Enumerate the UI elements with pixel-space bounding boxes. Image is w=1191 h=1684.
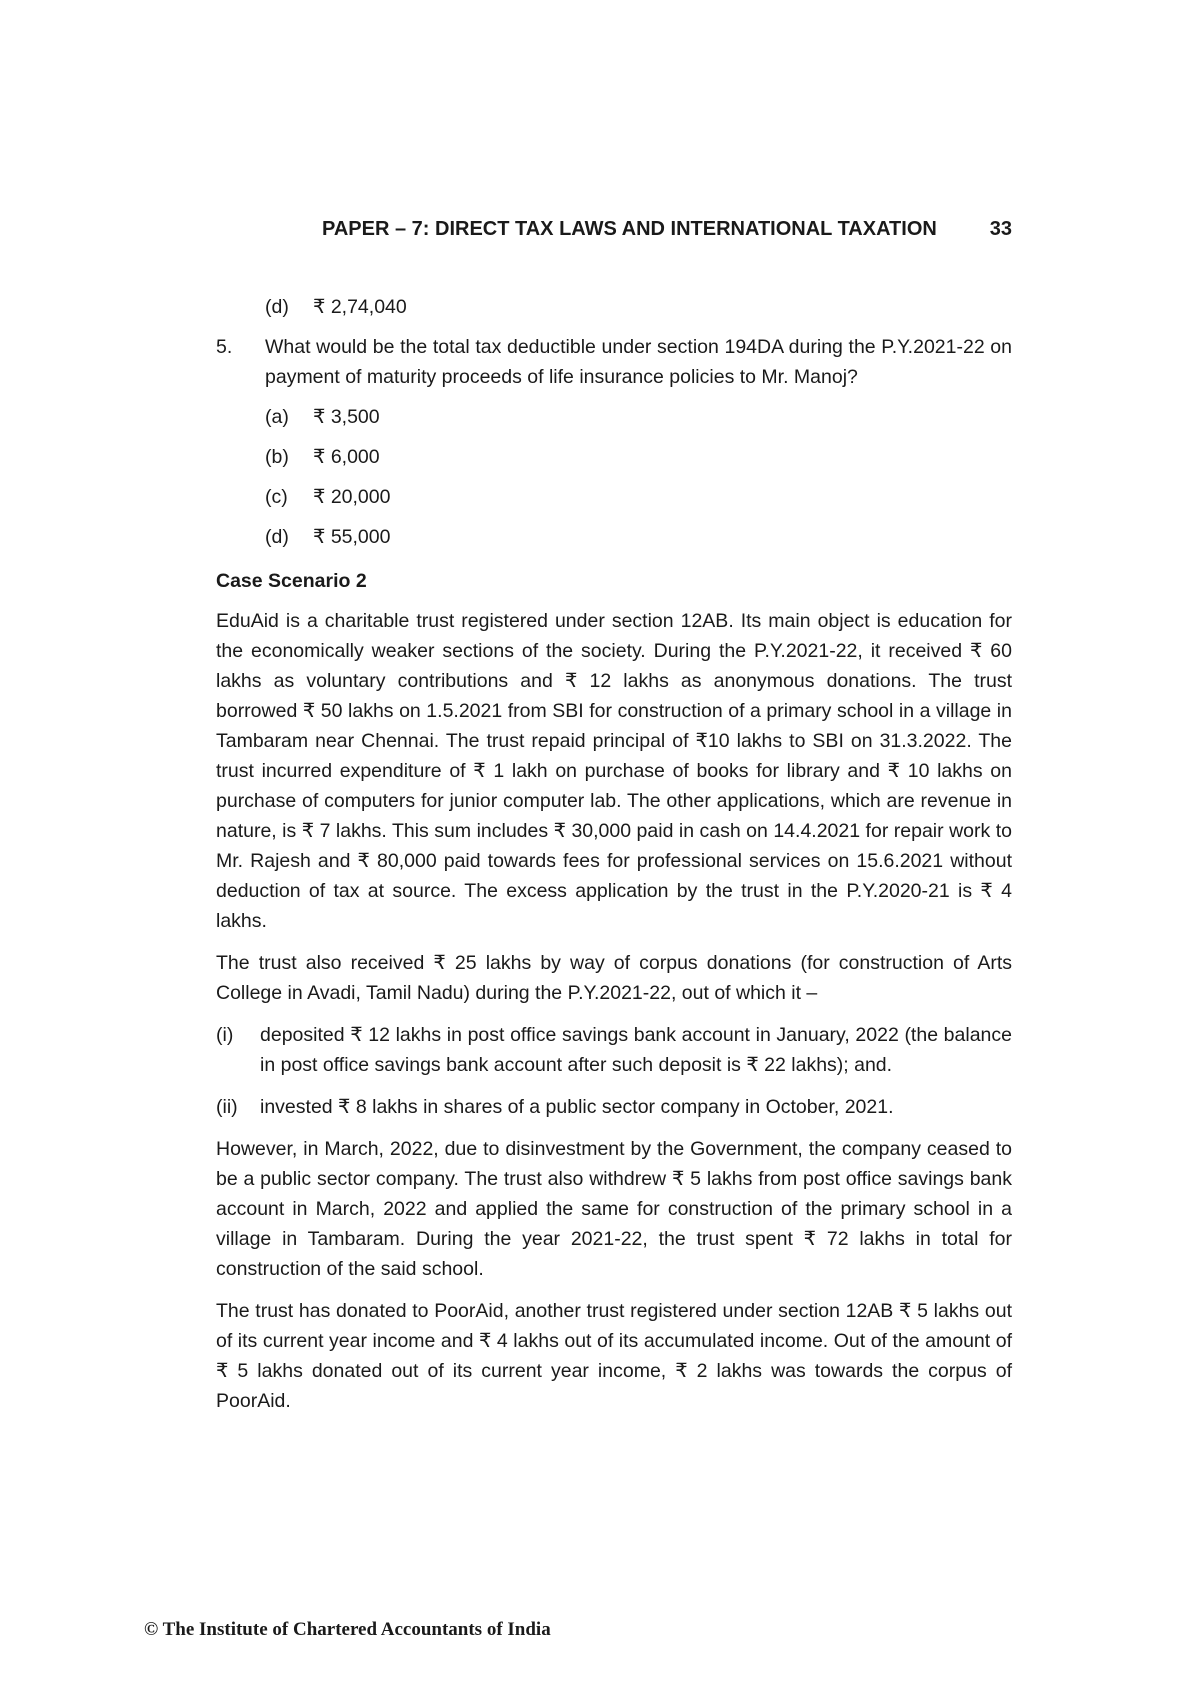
option-label: (d) bbox=[265, 296, 289, 318]
page-content bbox=[216, 292, 1012, 1428]
option-label: (a) bbox=[265, 406, 289, 428]
option-value: ₹ 6,000 bbox=[313, 446, 380, 468]
list-number: (i) bbox=[216, 1024, 234, 1046]
paper-title: PAPER – 7: DIRECT TAX LAWS AND INTERNATIONAL TAXATION bbox=[322, 218, 937, 240]
option-label: (c) bbox=[265, 486, 288, 508]
question-text: What would be the total tax deductible under section 194DA during the P.Y.2021-22 on payment of maturity proceeds of life insurance policies to Mr. Manoj? bbox=[265, 336, 1012, 388]
answer-option bbox=[265, 402, 1012, 432]
answer-option bbox=[265, 522, 1012, 552]
option-value: ₹ 20,000 bbox=[313, 486, 391, 508]
option-label: (d) bbox=[265, 526, 289, 548]
answer-option bbox=[265, 482, 1012, 512]
case-heading: Case Scenario 2 bbox=[216, 570, 367, 592]
question-number: 5. bbox=[216, 336, 233, 358]
list-item bbox=[216, 1020, 1012, 1080]
option-value: ₹ 2,74,040 bbox=[313, 296, 407, 318]
copyright-footer: © The Institute of Chartered Accountants of India bbox=[144, 1619, 551, 1640]
case-paragraph: The trust also received ₹ 25 lakhs by way of corpus donations (for construction of Arts College in Avadi, Tamil Nadu) during the P.Y.2021-22, out of which it – bbox=[216, 952, 1012, 1004]
case-paragraph: The trust has donated to PoorAid, another trust registered under section 12AB ₹ 5 lakhs out of its current year income and ₹ 4 lakhs out of its accumulated income. Out of the amount of ₹ 5 lakhs donated out of its current year income, ₹ 2 lakhs was towards the corpus of PoorAid. bbox=[216, 1300, 1012, 1412]
list-text: deposited ₹ 12 lakhs in post office savings bank account in January, 2022 (the balance in post office savings bank account after such deposit is ₹ 22 lakhs); and. bbox=[260, 1024, 1012, 1076]
option-value: ₹ 55,000 bbox=[313, 526, 391, 548]
answer-option bbox=[265, 442, 1012, 472]
list-number: (ii) bbox=[216, 1096, 238, 1118]
option-label: (b) bbox=[265, 446, 289, 468]
list-text: invested ₹ 8 lakhs in shares of a public sector company in October, 2021. bbox=[260, 1096, 894, 1118]
case-paragraph: However, in March, 2022, due to disinvestment by the Government, the company ceased to be a public sector company. The trust also withdrew ₹ 5 lakhs from post office savings bank account in March, 2022 and applied the same for construction of the primary school in a village in Tambaram. During the year 2021-22, the trust spent ₹ 72 lakhs in total for construction of the said school. bbox=[216, 1138, 1012, 1280]
list-item bbox=[216, 1092, 1012, 1122]
option-value: ₹ 3,500 bbox=[313, 406, 380, 428]
answer-option bbox=[265, 292, 1012, 322]
page-number: 33 bbox=[989, 218, 1012, 240]
case-paragraph: EduAid is a charitable trust registered under section 12AB. Its main object is education for the economically weaker sections of the society. During the P.Y.2021-22, it received ₹ 60 lakhs as voluntary contributions and ₹ 12 lakhs as anonymous donations. The trust borrowed ₹ 50 lakhs on 1.5.2021 from SBI for construction of a primary school in a village in Tambaram near Chennai. The trust repaid principal of ₹10 lakhs to SBI on 31.3.2022. The trust incurred expenditure of ₹ 1 lakh on purchase of books for library and ₹ 10 lakhs on purchase of computers for junior computer lab. The other applications, which are revenue in nature, is ₹ 7 lakhs. This sum includes ₹ 30,000 paid in cash on 14.4.2021 for repair work to Mr. Rajesh and ₹ 80,000 paid towards fees for professional services on 15.6.2021 without deduction of tax at source. The excess application by the trust in the P.Y.2020-21 is ₹ 4 lakhs. bbox=[216, 610, 1012, 932]
question-5 bbox=[216, 332, 1012, 392]
